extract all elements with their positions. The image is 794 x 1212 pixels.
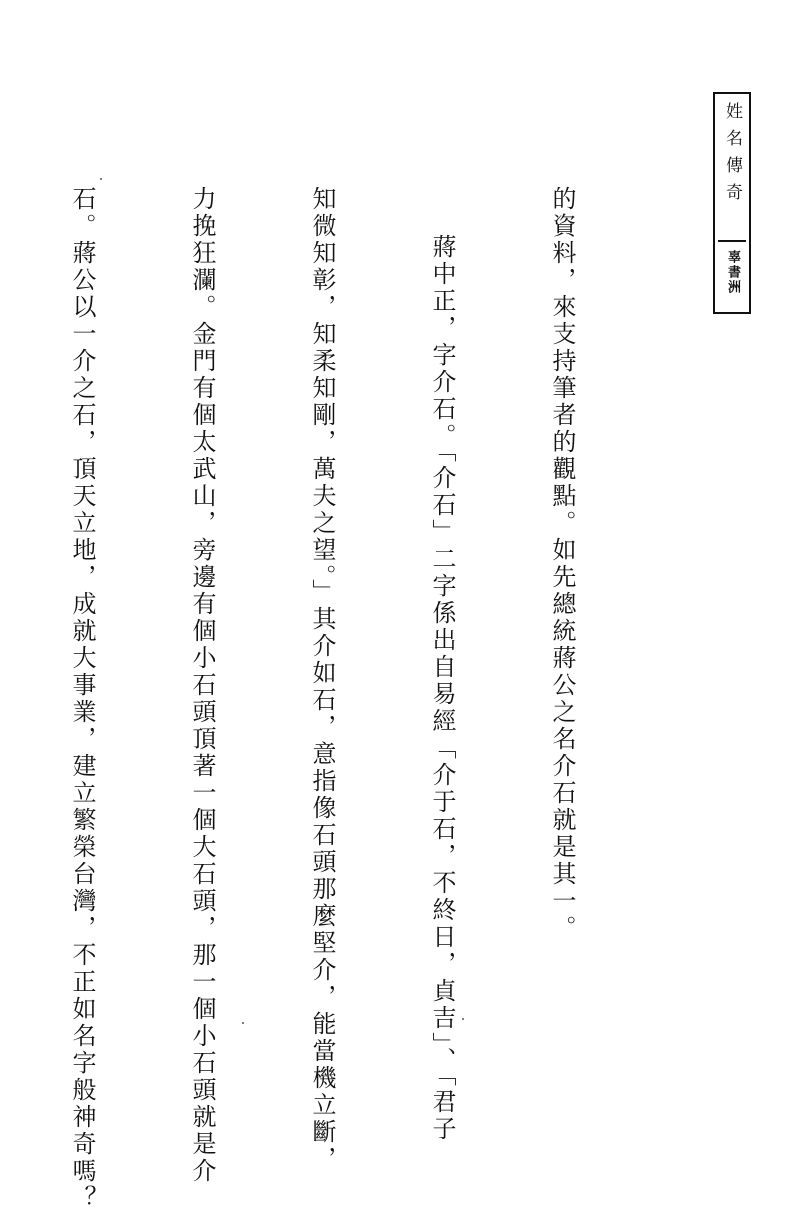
scan-speck: [242, 1022, 244, 1024]
text-line: 知微知彰，知柔知剛，萬夫之望。」其介如石，意指像石頭那麼堅介，能當機立斷，: [308, 186, 336, 1173]
body-text: [0, 186, 662, 1212]
scan-speck: [462, 1018, 464, 1020]
tab-divider: [718, 240, 746, 242]
text-line: 力挽狂瀾。金門有個太武山，旁邊有個小石頭頂著一個大石頭，那一個小石頭就是介: [188, 186, 216, 1185]
text-line: 蔣中正，字介石。「介石」二字係出自易經「介于石，不終日，貞吉」、「君子: [428, 234, 456, 1143]
text-line: 石。蔣公以一介之石，頂天立地，成就大事業，建立繁榮台灣，不正如名字般神奇嗎？: [68, 186, 96, 1212]
book-title: 姓名傳奇: [722, 102, 742, 210]
text-line: 的資料，來支持筆者的觀點。如先總統蔣公之名介石就是其一。: [548, 186, 576, 942]
author-name: 辜書洲: [725, 250, 740, 295]
scan-speck: [100, 178, 102, 180]
side-tab: [713, 92, 751, 314]
